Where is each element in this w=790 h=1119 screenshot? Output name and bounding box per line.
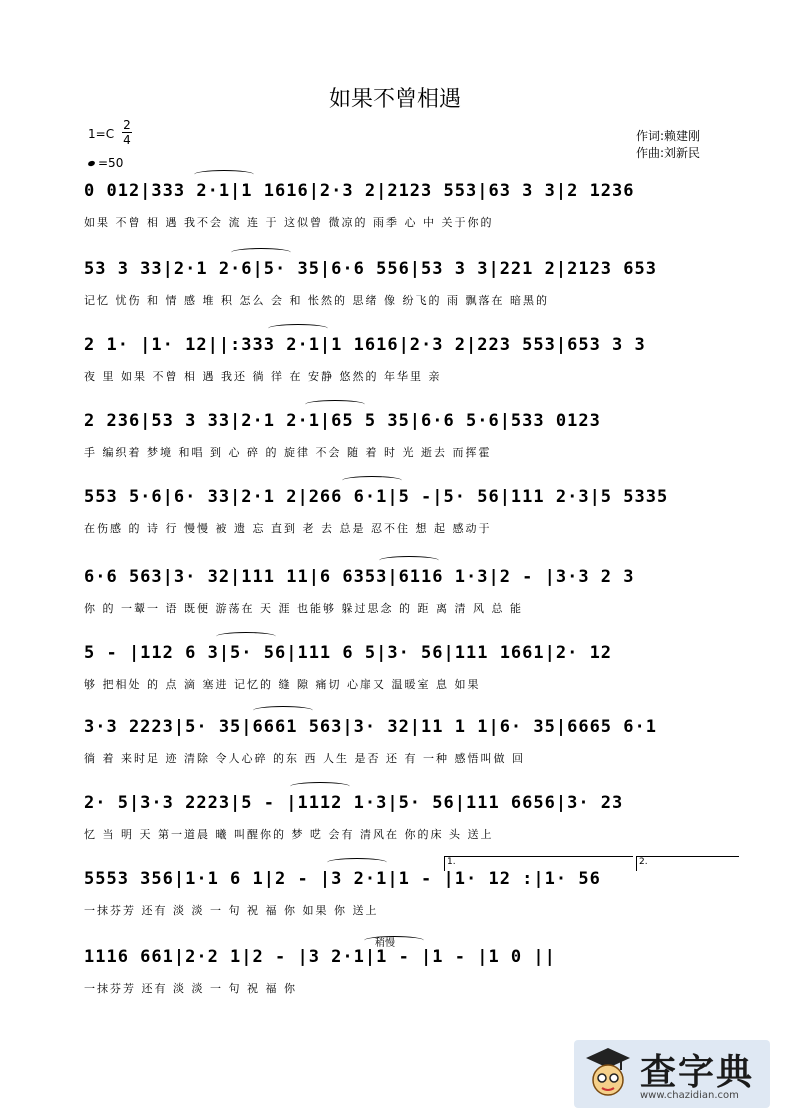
lyrics-line: 够 把相处 的 点 滴 塞进 记忆的 缝 隙 痛切 心扉又 温暖室 息 如果: [84, 678, 481, 691]
notation-line: 2· 5|3·3 2223|5 - |1112 1·3|5· 56|111 6656|3· 23: [84, 793, 624, 813]
lyrics-line: 一抹芬芳 还有 淡 淡 一 句 祝 福 你: [84, 982, 297, 995]
score-row: [84, 174, 736, 236]
second-ending: [636, 856, 739, 871]
slur-mark: [305, 400, 365, 409]
slur-mark: [379, 556, 439, 565]
slur-mark: [342, 476, 402, 485]
slur-mark: [194, 170, 254, 179]
score-row: [84, 328, 736, 390]
time-signature-bottom: 4: [123, 133, 131, 147]
notation-line: 5 - |112 6 3|5· 56|111 6 5|3· 56|111 1661|2· 12: [84, 643, 613, 663]
score-row: [84, 636, 736, 698]
slur-mark: [253, 706, 313, 715]
tempo-marking: [88, 156, 123, 170]
quarter-note-icon: [87, 160, 95, 167]
score-row: [84, 862, 736, 924]
slur-mark: [327, 858, 387, 867]
notation-line: 6·6 563|3· 32|111 11|6 6353|6116 1·3|2 - |3·3 2 3: [84, 567, 635, 587]
ritardando-mark: 稍慢: [375, 938, 395, 949]
time-signature: [122, 118, 132, 147]
lyrics-line: 如果 不曾 相 遇 我不会 流 连 于 这似曾 微凉的 雨季 心 中 关于你的: [84, 216, 494, 229]
score-row: [84, 940, 736, 1002]
slur-mark: [290, 782, 350, 791]
lyrics-line: 在伤感 的 诗 行 慢慢 被 遗 忘 直到 老 去 总是 忍不住 想 起 感动于: [84, 522, 492, 535]
slur-mark: [216, 632, 276, 641]
score-row: [84, 560, 736, 622]
notation-line: 3·3 2223|5· 35|6661 563|3· 32|11 1 1|6· 35|6665 6·1: [84, 717, 657, 737]
notation-line: 2 1· |1· 12||:333 2·1|1 1616|2·3 2|223 553|653 3 3: [84, 335, 646, 355]
notation-line: 0 012|333 2·1|1 1616|2·3 2|2123 553|63 3 3|2 1236: [84, 181, 635, 201]
notation-line: 53 3 33|2·1 2·6|5· 35|6·6 556|53 3 3|221 2|2123 653: [84, 259, 657, 279]
lyrics-line: 手 编织着 梦境 和唱 到 心 碎 的 旋律 不会 随 着 时 光 逝去 而挥霍: [84, 446, 492, 459]
lyrics-line: 记忆 忧伤 和 情 感 堆 积 怎么 会 和 怅然的 思绪 像 纷飞的 雨 飘落在 暗黑的: [84, 294, 549, 307]
lyrics-line: 夜 里 如果 不曾 相 遇 我还 徜 徉 在 安静 悠然的 年华里 亲: [84, 370, 442, 383]
tempo-value: =50: [98, 156, 124, 170]
watermark-logo: [574, 1040, 770, 1108]
watermark-url: www.chazidian.com: [640, 1090, 739, 1101]
score-row: [84, 252, 736, 314]
time-signature-top: 2: [123, 118, 131, 132]
score-row: [84, 786, 736, 848]
key-signature: 1=C: [88, 127, 115, 141]
slur-mark: [268, 324, 328, 333]
composer-credit: 作曲:刘新民: [636, 146, 701, 160]
song-title: 如果不曾相遇: [328, 87, 461, 112]
score-row: [84, 710, 736, 772]
notation-line: 1116 661|2·2 1|2 - |3 2·1|1 - |1 - |1 0 ||: [84, 947, 556, 967]
score-row: [84, 480, 736, 542]
graduate-mascot-icon: [586, 1046, 630, 1100]
notation-line: 2 236|53 3 33|2·1 2·1|65 5 35|6·6 5·6|533 0123: [84, 411, 601, 431]
first-ending: [444, 856, 633, 871]
lyricist-credit: 作词:赖建刚: [636, 129, 701, 143]
lyrics-line: 徜 着 来时足 迹 清除 令人心碎 的东 西 人生 是否 还 有 一种 感悟叫做 回: [84, 752, 525, 765]
notation-line: 553 5·6|6· 33|2·1 2|266 6·1|5 -|5· 56|111 2·3|5 5335: [84, 487, 669, 507]
score-row: [84, 404, 736, 466]
second-ending-label: 2.: [639, 857, 648, 867]
lyrics-line: 你 的 一颦一 语 既便 游荡在 天 涯 也能够 躲过思念 的 距 离 清 风 总 能: [84, 602, 523, 615]
lyrics-line: 一抹芬芳 还有 淡 淡 一 句 祝 福 你 如果 你 送上: [84, 904, 379, 917]
slur-mark: [231, 248, 291, 257]
first-ending-label: 1.: [447, 857, 456, 867]
lyrics-line: 忆 当 明 天 第一道晨 曦 叫醒你的 梦 呓 会有 清风在 你的床 头 送上: [84, 828, 494, 841]
notation-line: 5553 356|1·1 6 1|2 - |3 2·1|1 - |1· 12 :|1· 56: [84, 869, 601, 889]
watermark-brand: 查字典: [640, 1051, 755, 1093]
